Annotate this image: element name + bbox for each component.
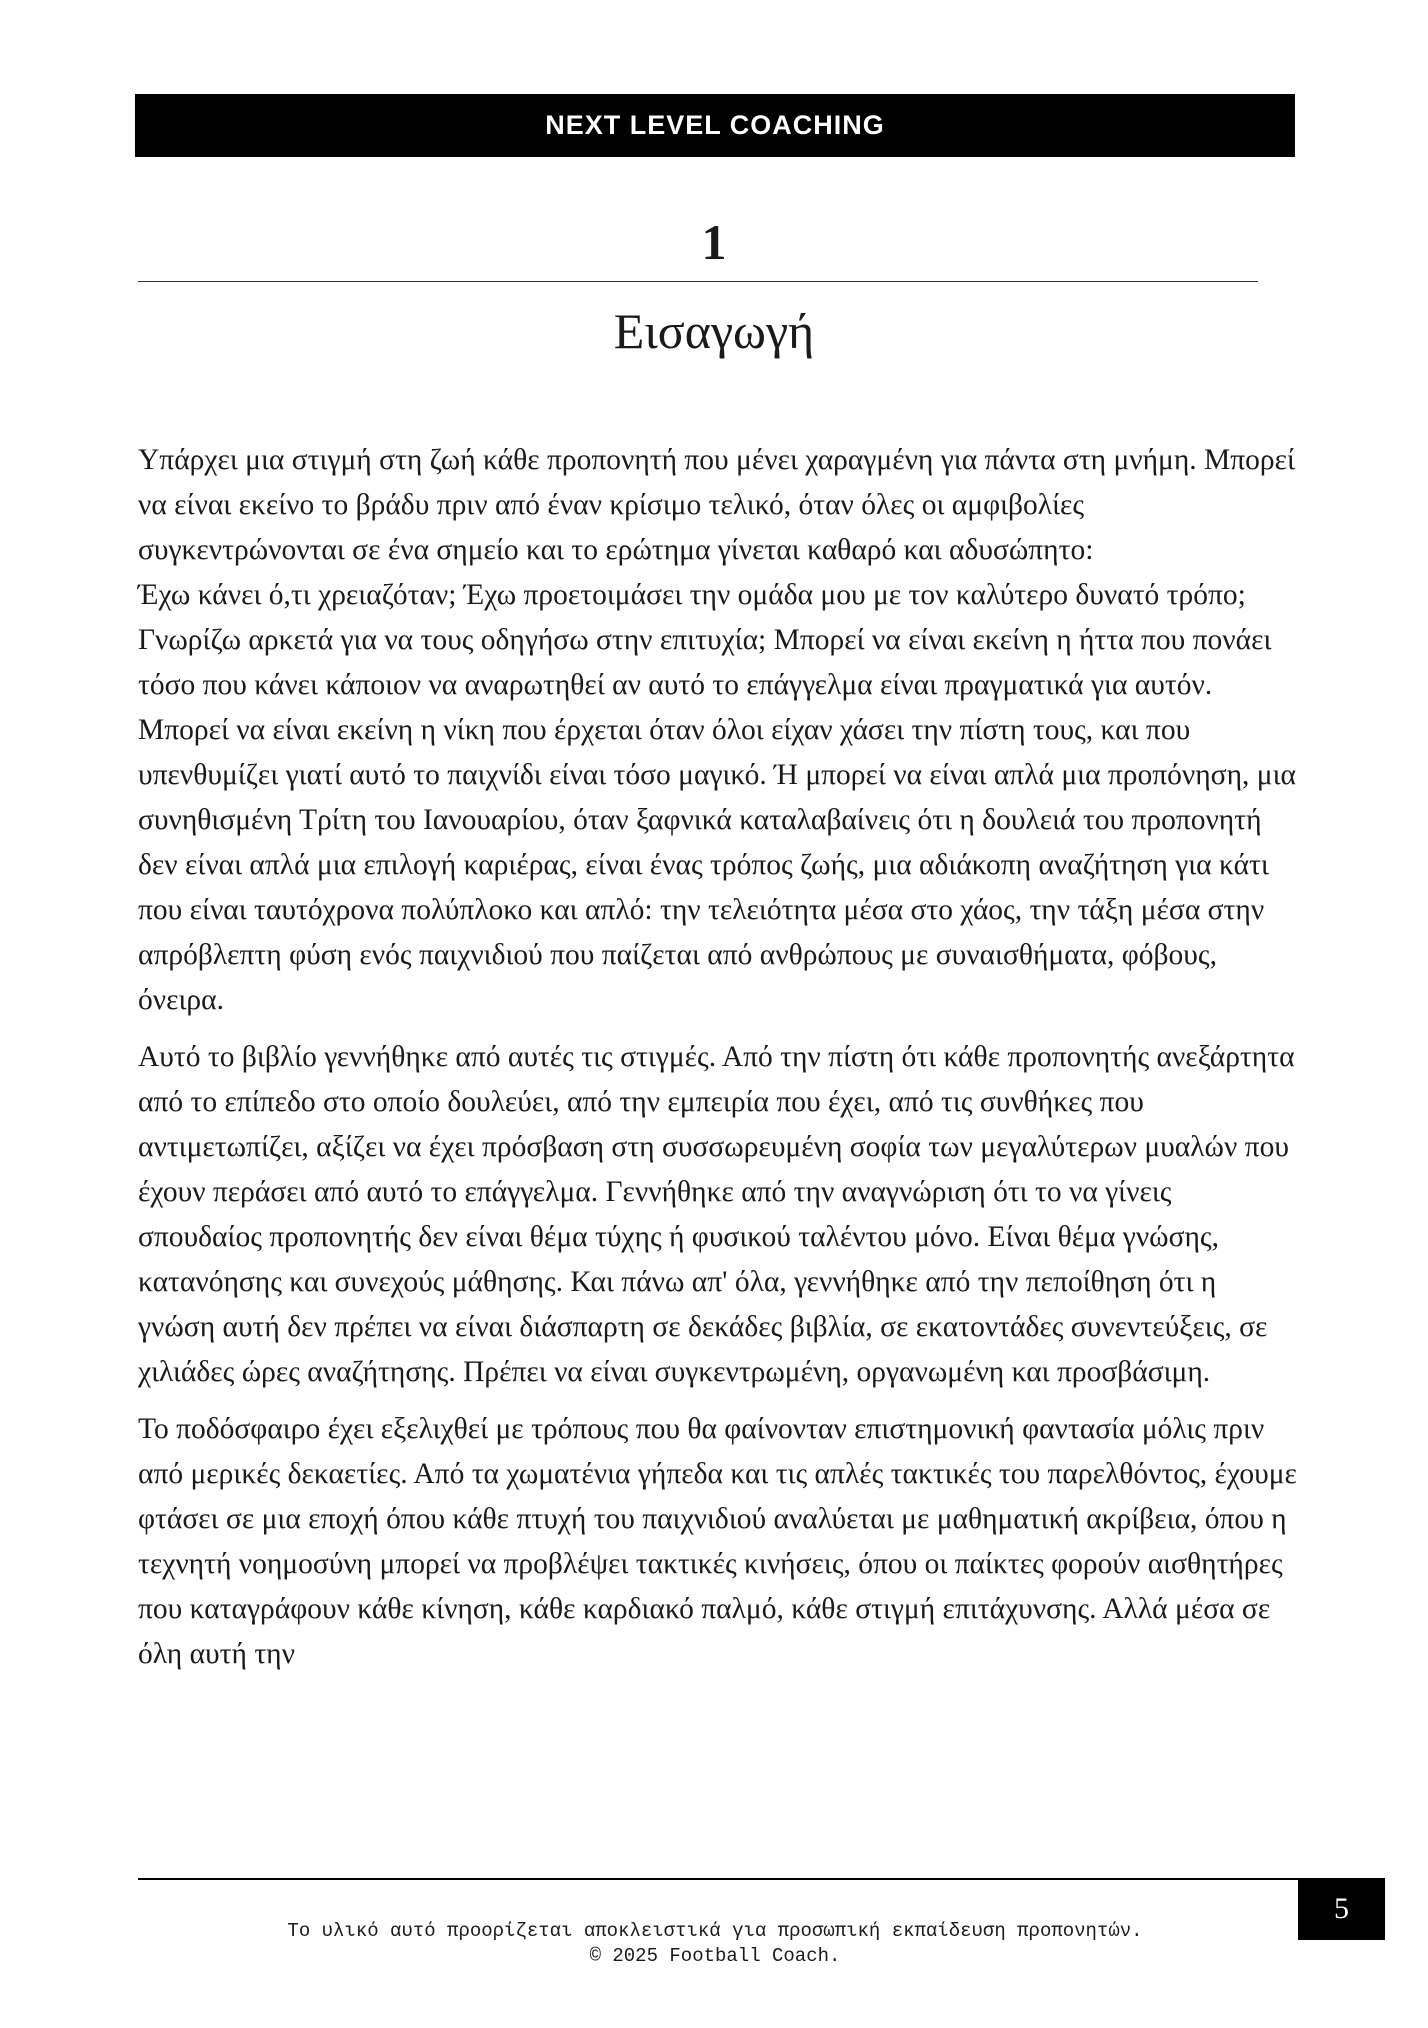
page-number-label: 5 (1334, 1892, 1349, 1925)
footer (130, 1919, 1300, 1969)
footer-divider (138, 1878, 1298, 1880)
running-header-title: NEXT LEVEL COACHING (545, 110, 885, 140)
body-paragraph-1: Υπάρχει μια στιγμή στη ζωή κάθε προπονητή που μένει χαραγμένη για πάντα στη μνήμη. Μπορεί να είναι εκείνο το βράδυ πριν από έναν κρίσιμο τελικό, όταν όλες οι αμφιβολίες συγκεντρώνονται σε ένα σημείο και το ερώτημα γίνεται καθαρό και αδυσώπητο: (138, 444, 1295, 566)
chapter-divider (138, 281, 1258, 282)
footer-copyright: © 2025 Football Coach. (589, 1945, 841, 1967)
body-paragraph-2: Έχω κάνει ό,τι χρειαζόταν; Έχω προετοιμάσει την ομάδα μου με τον καλύτερο δυνατό τρόπο; Γνωρίζω αρκετά για να τους οδηγήσω στην επιτυχία; Μπορεί να είναι εκείνη η ήττα που πονάει τόσο που κάνει κάποιον να αναρωτηθεί αν αυτό το επάγγελμα είναι πραγματικά για αυτόν. Μπορεί να είναι εκείνη η νίκη που έρχεται όταν όλοι είχαν χάσει την πίστη τους, και που υπενθυμίζει γιατί αυτό το παιχνίδι είναι τόσο μαγικό. Ή μπορεί να είναι απλά μια προπόνηση, μια συνηθισμένη Τρίτη του Ιανουαρίου, όταν ξαφνικά καταλαβαίνεις ότι η δουλειά του προπονητή δεν είναι απλά μια επιλογή καριέρας, είναι ένας τρόπος ζωής, μια αδιάκοπη αναζήτηση για κάτι που είναι ταυτόχρονα πολύπλοκο και απλό: την τελειότητα μέσα στο χάος, την τάξη μέσα στην απρόβλεπτη φύση ενός παιχνιδιού που παίζεται από ανθρώπους με συναισθήματα, φόβους, όνειρα. (138, 579, 1296, 1016)
chapter-body (138, 438, 1298, 1689)
body-paragraph-3: Αυτό το βιβλίο γεννήθηκε από αυτές τις στιγμές. Από την πίστη ότι κάθε προπονητής ανεξάρτητα από το επίπεδο στο οποίο δουλεύει, από την εμπειρία που έχει, από τις συνθήκες που αντιμετωπίζει, αξίζει να έχει πρόσβαση στη συσσωρευμένη σοφία των μεγαλύτερων μυαλών που έχουν περάσει από αυτό το επάγγελμα. Γεννήθηκε από την αναγνώριση ότι το να γίνεις σπουδαίος προπονητής δεν είναι θέμα τύχης ή φυσικού ταλέντου μόνο. Είναι θέμα γνώσης, κατανόησης και συνεχούς μάθησης. Και πάνω απ' όλα, γεννήθηκε από την πεποίθηση ότι η γνώση αυτή δεν πρέπει να είναι διάσπαρτη σε δεκάδες βιβλία, σε εκατοντάδες συνεντεύξεις, σε χιλιάδες ώρες αναζήτησης. Πρέπει να είναι συγκεντρωμένη, οργανωμένη και προσβάσιμη. (138, 1041, 1295, 1388)
body-paragraph-4: Το ποδόσφαιρο έχει εξελιχθεί με τρόπους που θα φαίνονταν επιστημονική φαντασία μόλις πριν από μερικές δεκαετίες. Από τα χωματένια γήπεδα και τις απλές τακτικές του παρελθόντος, έχουμε φτάσει σε μια εποχή όπου κάθε πτυχή του παιχνιδιού αναλύεται με μαθηματική ακρίβεια, όπου η τεχνητή νοημοσύνη μπορεί να προβλέψει τακτικές κινήσεις, όπου οι παίκτες φορούν αισθητήρες που καταγράφουν κάθε κίνηση, κάθε καρδιακό παλμό, κάθε στιγμή επιτάχυνσης. Αλλά μέσα σε όλη αυτή την (138, 1413, 1297, 1670)
running-header (135, 94, 1295, 157)
chapter-title: Εισαγωγή (613, 303, 815, 359)
page-number (1298, 1878, 1385, 1940)
chapter-number: 1 (701, 214, 727, 270)
footer-notice: Το υλικό αυτό προορίζεται αποκλειστικά για προσωπική εκπαίδευση προπονητών. (287, 1920, 1143, 1942)
